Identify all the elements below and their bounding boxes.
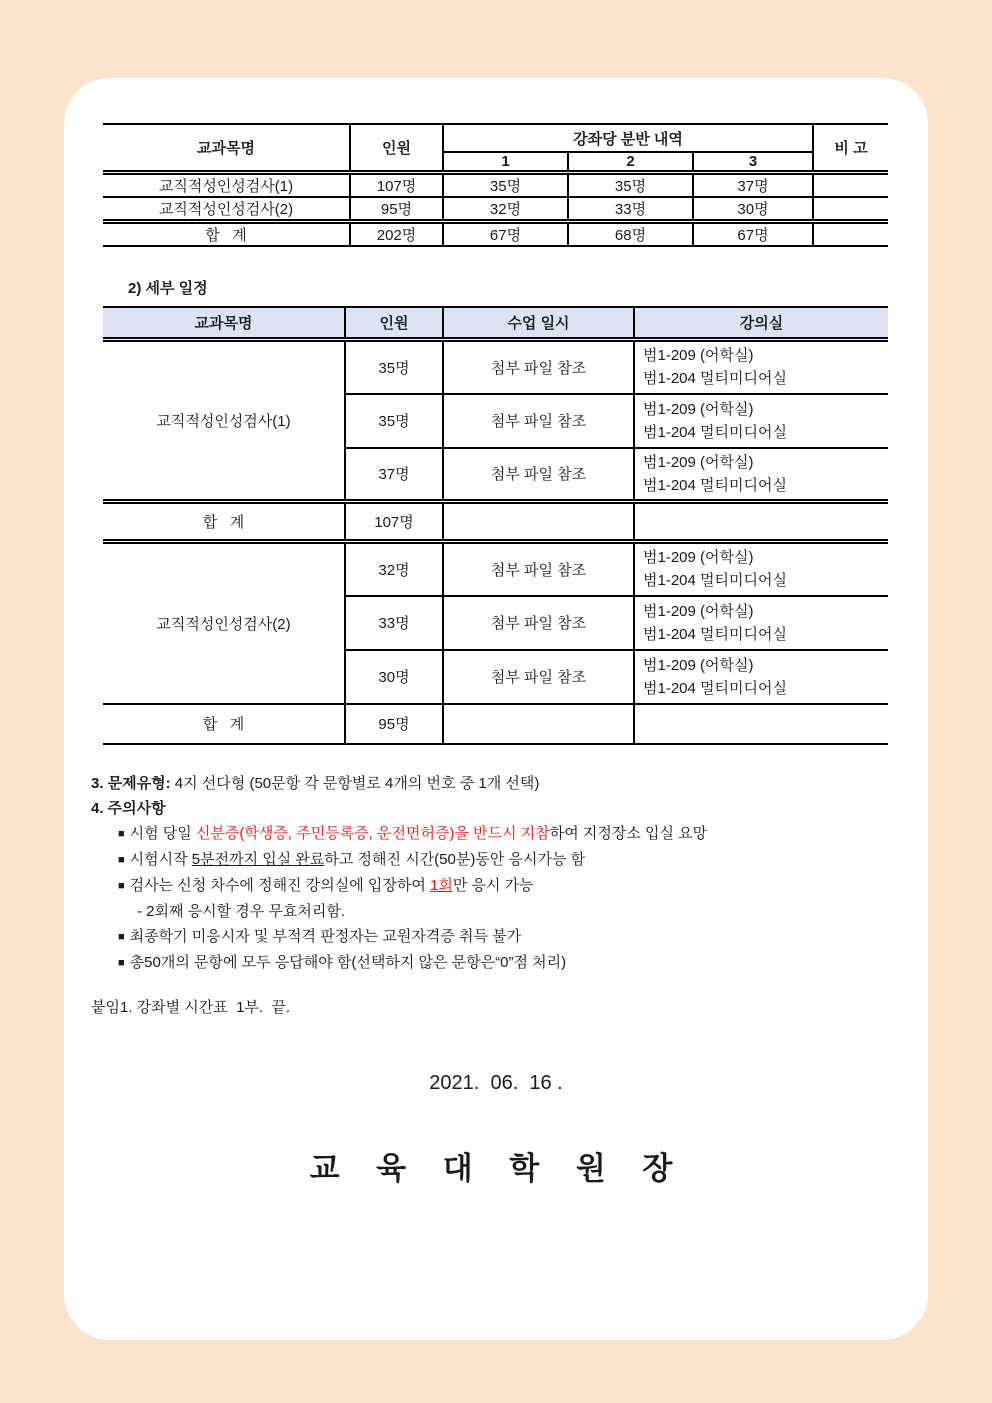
t1-total-c2: 68명 bbox=[568, 222, 693, 247]
note-item-4-heading: 4. 주의사항 bbox=[91, 799, 166, 817]
detail-schedule-table bbox=[103, 306, 888, 745]
note-bullet-2 bbox=[91, 847, 928, 873]
room-line1: 범1-209 (어학실) bbox=[643, 453, 754, 471]
table-total-row bbox=[103, 222, 888, 247]
room-line1: 범1-209 (어학실) bbox=[643, 549, 754, 567]
t1-header-count: 인원 bbox=[350, 124, 443, 173]
table-total-row bbox=[103, 502, 888, 542]
room-line1: 범1-209 (어학실) bbox=[643, 656, 754, 674]
room-line1: 범1-209 (어학실) bbox=[643, 400, 754, 418]
bullet-3-pre: 검사는 신청 차수에 정해진 강의실에 입장하여 bbox=[129, 876, 430, 894]
t2-header-subject: 교과목명 bbox=[103, 307, 345, 340]
square-bullet-icon: ■ bbox=[118, 879, 125, 892]
square-bullet-icon: ■ bbox=[118, 956, 125, 969]
t2-g1-r1-room bbox=[634, 340, 888, 394]
t1-header-note: 비 고 bbox=[813, 124, 888, 173]
t1-row1-subject: 교직적성인성검사(1) bbox=[103, 173, 350, 198]
note-bullet-3 bbox=[91, 873, 928, 899]
t1-row1-note bbox=[813, 173, 888, 198]
t1-row2-note bbox=[813, 197, 888, 222]
t2-g2-r2-room bbox=[634, 596, 888, 650]
room-line2: 범1-204 멀티미디어실 bbox=[643, 423, 787, 441]
t2-g2-total-room bbox=[634, 704, 888, 744]
t2-g2-r3-count: 30명 bbox=[345, 650, 443, 704]
t2-g2-total-count: 95명 bbox=[345, 704, 443, 744]
attachment-note: 붙임1. 강좌별 시간표 1부. 끝. bbox=[91, 998, 291, 1016]
t1-header-class1: 1 bbox=[443, 152, 568, 173]
t2-g2-total-datetime bbox=[443, 704, 634, 744]
t2-g1-total-room bbox=[634, 502, 888, 542]
t2-g1-total-label: 합 계 bbox=[103, 502, 345, 542]
t1-header-subject: 교과목명 bbox=[103, 124, 350, 173]
table-row bbox=[103, 197, 888, 222]
note-item-3-heading: 3. 문제유형: bbox=[91, 774, 171, 792]
t1-row2-c3: 30명 bbox=[693, 197, 813, 222]
t2-g1-r2-count: 35명 bbox=[345, 394, 443, 448]
t2-g2-r2-count: 33명 bbox=[345, 596, 443, 650]
room-line2: 범1-204 멀티미디어실 bbox=[643, 572, 787, 590]
table-total-row bbox=[103, 704, 888, 744]
note-item-3-text: 4지 선다형 (50문항 각 문항별로 4개의 번호 중 1개 선택) bbox=[170, 774, 540, 792]
t2-g1-r3-datetime: 첨부 파일 참조 bbox=[443, 448, 634, 502]
bullet-2-post: 하고 정해진 시간(50분)동안 응시가능 함 bbox=[324, 850, 586, 868]
bullet-1-post: 하여 지정장소 입실 요망 bbox=[549, 824, 708, 842]
note-bullet-3-subnote: - 2회째 응시할 경우 무효처리함. bbox=[137, 902, 346, 920]
document-date: 2021. 06. 16 . bbox=[429, 1071, 563, 1094]
room-line1: 범1-209 (어학실) bbox=[643, 602, 754, 620]
t2-g2-total-label: 합 계 bbox=[103, 704, 345, 744]
note-item-4 bbox=[91, 796, 928, 821]
t2-g1-subject: 교직적성인성검사(1) bbox=[103, 340, 345, 502]
t2-header-room: 강의실 bbox=[634, 307, 888, 340]
bullet-1-red-text: 신분증(학생증, 주민등록증, 운전면허증)을 반드시 지참 bbox=[195, 824, 550, 842]
t2-g1-r2-datetime: 첨부 파일 참조 bbox=[443, 394, 634, 448]
t1-row2-subject: 교직적성인성검사(2) bbox=[103, 197, 350, 222]
bullet-1-pre: 시험 당일 bbox=[129, 824, 196, 842]
signature-title: 교 육 대 학 원 장 bbox=[309, 1150, 683, 1186]
t2-g2-r1-datetime: 첨부 파일 참조 bbox=[443, 542, 634, 596]
bullet-2-underlined-text: 5분전까지 입실 완료 bbox=[191, 850, 325, 868]
room-line2: 범1-204 멀티미디어실 bbox=[643, 476, 787, 494]
t2-g1-total-datetime bbox=[443, 502, 634, 542]
table-row bbox=[103, 340, 888, 394]
square-bullet-icon: ■ bbox=[118, 930, 125, 943]
t2-header-count: 인원 bbox=[345, 307, 443, 340]
bullet-5-text: 총50개의 문항에 모두 응답해야 함(선택하지 않은 문항은“0”점 처리) bbox=[129, 953, 567, 971]
t1-total-count: 202명 bbox=[350, 222, 443, 247]
t2-g2-r2-datetime: 첨부 파일 참조 bbox=[443, 596, 634, 650]
t1-header-class2: 2 bbox=[568, 152, 693, 173]
room-line2: 범1-204 멀티미디어실 bbox=[643, 679, 787, 697]
t1-total-c3: 67명 bbox=[693, 222, 813, 247]
t1-row2-count: 95명 bbox=[350, 197, 443, 222]
room-line2: 범1-204 멀티미디어실 bbox=[643, 625, 787, 643]
square-bullet-icon: ■ bbox=[118, 853, 125, 866]
t1-row2-c2: 33명 bbox=[568, 197, 693, 222]
t1-header-class3: 3 bbox=[693, 152, 813, 173]
notes-section bbox=[91, 771, 928, 976]
note-bullet-1 bbox=[91, 821, 928, 847]
t2-g1-r1-datetime: 첨부 파일 참조 bbox=[443, 340, 634, 394]
table-row bbox=[103, 542, 888, 596]
note-bullet-4 bbox=[91, 924, 928, 950]
t2-g1-total-count: 107명 bbox=[345, 502, 443, 542]
t1-row1-count: 107명 bbox=[350, 173, 443, 198]
square-bullet-icon: ■ bbox=[118, 827, 125, 840]
room-line2: 범1-204 멀티미디어실 bbox=[643, 370, 787, 388]
t2-g1-r1-count: 35명 bbox=[345, 340, 443, 394]
t1-total-label: 합 계 bbox=[103, 222, 350, 247]
document-card bbox=[64, 78, 928, 1340]
bullet-4-text: 최종학기 미응시자 및 부적격 판정자는 교원자격증 취득 불가 bbox=[129, 927, 522, 945]
note-bullet-5 bbox=[91, 950, 928, 976]
t2-g2-subject: 교직적성인성검사(2) bbox=[103, 542, 345, 704]
t1-total-c1: 67명 bbox=[443, 222, 568, 247]
t1-row1-c2: 35명 bbox=[568, 173, 693, 198]
t2-g1-r2-room bbox=[634, 394, 888, 448]
bullet-3-post: 만 응시 가능 bbox=[452, 876, 534, 894]
t2-g2-r1-room bbox=[634, 542, 888, 596]
t2-g1-r3-count: 37명 bbox=[345, 448, 443, 502]
t2-g2-r1-count: 32명 bbox=[345, 542, 443, 596]
t1-row2-c1: 32명 bbox=[443, 197, 568, 222]
t2-g2-r3-room bbox=[634, 650, 888, 704]
t1-row1-c1: 35명 bbox=[443, 173, 568, 198]
t1-header-division: 강좌당 분반 내역 bbox=[443, 124, 813, 152]
t1-total-note bbox=[813, 222, 888, 247]
bullet-3-red-underlined-text: 1회 bbox=[429, 876, 453, 894]
t2-g2-r3-datetime: 첨부 파일 참조 bbox=[443, 650, 634, 704]
t2-header-datetime: 수업 일시 bbox=[443, 307, 634, 340]
room-line1: 범1-209 (어학실) bbox=[643, 347, 754, 365]
t2-g1-r3-room bbox=[634, 448, 888, 502]
note-item-3 bbox=[91, 771, 928, 796]
section-heading-schedule: 2) 세부 일정 bbox=[128, 280, 208, 297]
bullet-2-pre: 시험시작 bbox=[129, 850, 192, 868]
t1-row1-c3: 37명 bbox=[693, 173, 813, 198]
division-summary-table bbox=[103, 123, 888, 247]
table-row bbox=[103, 173, 888, 198]
